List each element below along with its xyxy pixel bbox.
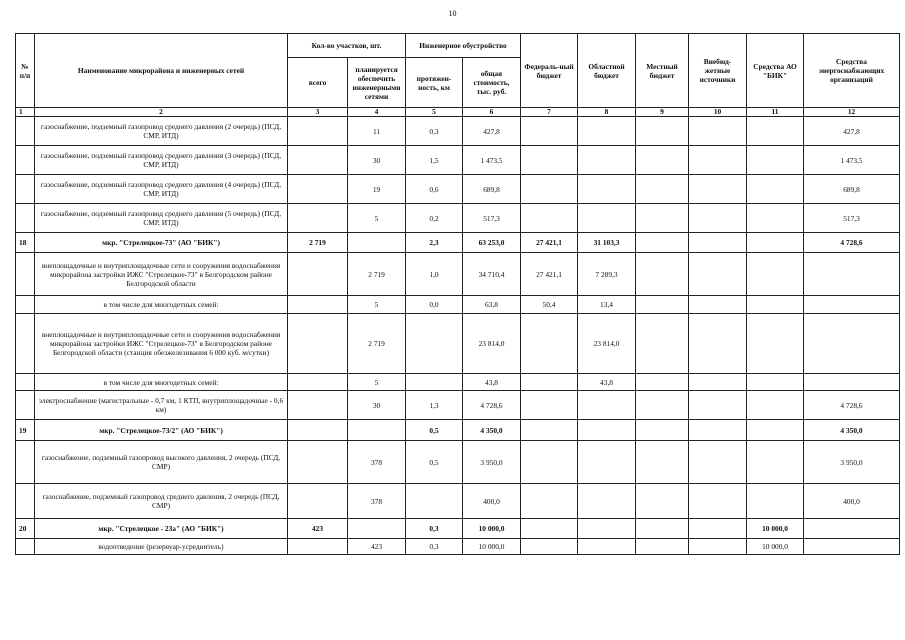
row-name: в том числе для многодетных семей: [35, 374, 288, 391]
total-cost: 4 350,0 [463, 420, 521, 441]
length-km: 0,3 [406, 117, 463, 146]
aobik-funds [747, 441, 804, 484]
table-row [16, 519, 900, 539]
aobik-funds: 10 000,0 [747, 519, 804, 539]
aobik-funds [747, 296, 804, 314]
plots-planned: 30 [348, 146, 406, 175]
plots-total [288, 420, 348, 441]
plots-total [288, 441, 348, 484]
header-length: протяжен-ность, км [406, 58, 463, 108]
federal-budget [521, 420, 578, 441]
off-budget [689, 391, 747, 420]
off-budget [689, 374, 747, 391]
aobik-funds [747, 233, 804, 253]
row-name: газоснабжение, подземный газопровод среднего давления (2 очередь) (ПСД, СМР, ИТД) [35, 117, 288, 146]
local-budget [636, 484, 689, 519]
row-name: мкр. "Стрелецкое - 23а" (АО "БИК") [35, 519, 288, 539]
plots-total [288, 146, 348, 175]
regional-budget [578, 441, 636, 484]
length-km: 2,3 [406, 233, 463, 253]
column-number: 9 [636, 108, 689, 117]
total-cost: 400,0 [463, 484, 521, 519]
federal-budget [521, 146, 578, 175]
total-cost: 517,3 [463, 204, 521, 233]
row-name: в том числе для многодетных семей: [35, 296, 288, 314]
off-budget [689, 519, 747, 539]
regional-budget: 23 814,0 [578, 314, 636, 374]
length-km: 0,5 [406, 441, 463, 484]
table-row [16, 175, 900, 204]
column-numbers-row [16, 108, 900, 117]
row-number: 19 [16, 420, 35, 441]
regional-budget [578, 391, 636, 420]
federal-budget [521, 314, 578, 374]
column-number: 1 [16, 108, 35, 117]
federal-budget: 50,4 [521, 296, 578, 314]
aobik-funds [747, 253, 804, 296]
total-cost: 23 814,0 [463, 314, 521, 374]
plots-planned [348, 519, 406, 539]
table-row [16, 484, 900, 519]
total-cost: 427,8 [463, 117, 521, 146]
energy-funds: 517,3 [804, 204, 900, 233]
local-budget [636, 253, 689, 296]
header-cost: общая стоимость, тыс. руб. [463, 58, 521, 108]
federal-budget [521, 374, 578, 391]
local-budget [636, 117, 689, 146]
row-number [16, 539, 35, 555]
header-regional: Областной бюджет [578, 34, 636, 108]
federal-budget [521, 441, 578, 484]
off-budget [689, 253, 747, 296]
local-budget [636, 314, 689, 374]
header-plots-total: всего [288, 58, 348, 108]
aobik-funds [747, 391, 804, 420]
local-budget [636, 374, 689, 391]
row-number [16, 204, 35, 233]
energy-funds [804, 296, 900, 314]
total-cost: 63,8 [463, 296, 521, 314]
row-name: мкр. "Стрелецкое-73/2" (АО "БИК") [35, 420, 288, 441]
regional-budget [578, 539, 636, 555]
total-cost: 10 000,0 [463, 519, 521, 539]
federal-budget: 27 421,1 [521, 233, 578, 253]
off-budget [689, 539, 747, 555]
length-km: 0,3 [406, 539, 463, 555]
regional-budget [578, 420, 636, 441]
row-number [16, 441, 35, 484]
energy-funds: 689,8 [804, 175, 900, 204]
energy-funds [804, 314, 900, 374]
energy-funds [804, 253, 900, 296]
federal-budget [521, 519, 578, 539]
regional-budget [578, 519, 636, 539]
plots-total [288, 314, 348, 374]
federal-budget [521, 391, 578, 420]
plots-planned [348, 420, 406, 441]
off-budget [689, 420, 747, 441]
header-plots-planned: планируется обеспечить инженерными сетями [348, 58, 406, 108]
row-number [16, 146, 35, 175]
regional-budget [578, 484, 636, 519]
plots-planned [348, 233, 406, 253]
length-km [406, 484, 463, 519]
table-row [16, 253, 900, 296]
federal-budget [521, 484, 578, 519]
row-number: 18 [16, 233, 35, 253]
energy-funds: 4 350,0 [804, 420, 900, 441]
local-budget [636, 420, 689, 441]
total-cost: 34 710,4 [463, 253, 521, 296]
local-budget [636, 296, 689, 314]
local-budget [636, 204, 689, 233]
row-number [16, 314, 35, 374]
row-number [16, 484, 35, 519]
energy-funds: 400,0 [804, 484, 900, 519]
plots-total [288, 175, 348, 204]
table-row [16, 374, 900, 391]
plots-planned: 30 [348, 391, 406, 420]
row-name: газоснабжение, подземный газопровод среднего давления (4 очередь) (ПСД, СМР, ИТД) [35, 175, 288, 204]
length-km: 0,5 [406, 420, 463, 441]
length-km: 1,0 [406, 253, 463, 296]
column-number: 8 [578, 108, 636, 117]
row-number: 20 [16, 519, 35, 539]
regional-budget: 13,4 [578, 296, 636, 314]
column-number: 11 [747, 108, 804, 117]
total-cost: 689,8 [463, 175, 521, 204]
row-name: газоснабжение, подземный газопровод среднего давления, 2 очередь (ПСД, СМР) [35, 484, 288, 519]
column-number: 5 [406, 108, 463, 117]
plots-total: 423 [288, 519, 348, 539]
local-budget [636, 146, 689, 175]
table-row [16, 204, 900, 233]
column-number: 6 [463, 108, 521, 117]
table-row [16, 539, 900, 555]
off-budget [689, 233, 747, 253]
local-budget [636, 441, 689, 484]
plots-total [288, 539, 348, 555]
energy-funds: 427,8 [804, 117, 900, 146]
row-number [16, 117, 35, 146]
length-km [406, 314, 463, 374]
plots-total [288, 117, 348, 146]
column-number: 12 [804, 108, 900, 117]
table-row [16, 233, 900, 253]
table-row [16, 146, 900, 175]
plots-planned: 423 [348, 539, 406, 555]
local-budget [636, 175, 689, 204]
aobik-funds [747, 175, 804, 204]
column-number: 2 [35, 108, 288, 117]
plots-planned: 19 [348, 175, 406, 204]
header-energy: Средства энергоснабжающих организаций [804, 34, 900, 108]
plots-planned: 2 719 [348, 253, 406, 296]
row-number [16, 296, 35, 314]
header-name: Наименование микрорайона и инженерных сетей [35, 34, 288, 108]
financing-table [15, 33, 900, 555]
header-plots-group: Кол-во участков, шт. [288, 34, 406, 58]
federal-budget [521, 539, 578, 555]
energy-funds: 4 728,6 [804, 233, 900, 253]
page-number: 10 [448, 9, 457, 18]
column-number: 4 [348, 108, 406, 117]
header-aobik: Средства АО "БИК" [747, 34, 804, 108]
regional-budget [578, 117, 636, 146]
total-cost: 3 950,0 [463, 441, 521, 484]
header-eng-group: Инженерное обустройство [406, 34, 521, 58]
table-row [16, 420, 900, 441]
energy-funds: 4 728,6 [804, 391, 900, 420]
local-budget [636, 233, 689, 253]
aobik-funds [747, 204, 804, 233]
aobik-funds [747, 420, 804, 441]
length-km: 0,0 [406, 296, 463, 314]
row-name: газоснабжение, подземный газопровод высокого давления, 2 очередь (ПСД, СМР) [35, 441, 288, 484]
row-number [16, 374, 35, 391]
row-name: электроснабжение (магистральные - 0,7 км, 1 КТП, внутриплощадочные - 0,6 км) [35, 391, 288, 420]
header-offbudget: Внебюд-жетные источники [689, 34, 747, 108]
regional-budget: 31 103,3 [578, 233, 636, 253]
regional-budget: 7 289,3 [578, 253, 636, 296]
energy-funds [804, 374, 900, 391]
column-number: 3 [288, 108, 348, 117]
length-km: 1,3 [406, 391, 463, 420]
header-federal: Федераль-ный бюджет [521, 34, 578, 108]
plots-total: 2 719 [288, 233, 348, 253]
local-budget [636, 391, 689, 420]
row-name: газоснабжение, подземный газопровод среднего давления (5 очередь) (ПСД, СМР, ИТД) [35, 204, 288, 233]
total-cost: 4 728,6 [463, 391, 521, 420]
length-km [406, 374, 463, 391]
aobik-funds [747, 314, 804, 374]
plots-planned: 2 719 [348, 314, 406, 374]
plots-planned: 5 [348, 374, 406, 391]
off-budget [689, 175, 747, 204]
aobik-funds: 10 000,0 [747, 539, 804, 555]
aobik-funds [747, 374, 804, 391]
federal-budget [521, 117, 578, 146]
local-budget [636, 539, 689, 555]
table-row [16, 391, 900, 420]
row-name: внеплощадочные и внутриплощадочные сети и сооружения водоснабжения микрорайона застройки ИЖС "Стрелецкое-73" в Белгородском районе Белгородской области (станция обезжелезивания 6 000 куб. м/сутки) [35, 314, 288, 374]
table-body [16, 117, 900, 555]
row-name: внеплощадочные и внутриплощадочные сети и сооружения водоснабжения микрорайона застройки ИЖС "Стрелецкое-73" в Белгородском районе Белгородской области [35, 253, 288, 296]
row-number [16, 175, 35, 204]
energy-funds [804, 539, 900, 555]
plots-total [288, 374, 348, 391]
aobik-funds [747, 146, 804, 175]
table-row [16, 117, 900, 146]
plots-total [288, 253, 348, 296]
plots-planned: 5 [348, 296, 406, 314]
off-budget [689, 117, 747, 146]
plots-total [288, 484, 348, 519]
total-cost: 10 000,0 [463, 539, 521, 555]
off-budget [689, 441, 747, 484]
row-number [16, 391, 35, 420]
regional-budget [578, 204, 636, 233]
table-row [16, 314, 900, 374]
regional-budget: 43,8 [578, 374, 636, 391]
total-cost: 63 253,0 [463, 233, 521, 253]
energy-funds: 3 950,0 [804, 441, 900, 484]
local-budget [636, 519, 689, 539]
federal-budget [521, 204, 578, 233]
federal-budget [521, 175, 578, 204]
off-budget [689, 204, 747, 233]
length-km: 0,3 [406, 519, 463, 539]
energy-funds: 1 473,5 [804, 146, 900, 175]
plots-total [288, 204, 348, 233]
plots-planned: 378 [348, 484, 406, 519]
row-name: газоснабжение, подземный газопровод среднего давления (3 очередь) (ПСД, СМР, ИТД) [35, 146, 288, 175]
regional-budget [578, 175, 636, 204]
plots-planned: 378 [348, 441, 406, 484]
off-budget [689, 146, 747, 175]
total-cost: 43,8 [463, 374, 521, 391]
row-number [16, 253, 35, 296]
column-number: 10 [689, 108, 747, 117]
plots-total [288, 296, 348, 314]
column-number: 7 [521, 108, 578, 117]
energy-funds [804, 519, 900, 539]
plots-planned: 11 [348, 117, 406, 146]
aobik-funds [747, 484, 804, 519]
header-np: № п/п [16, 34, 35, 108]
length-km: 0,2 [406, 204, 463, 233]
off-budget [689, 296, 747, 314]
off-budget [689, 484, 747, 519]
federal-budget: 27 421,1 [521, 253, 578, 296]
regional-budget [578, 146, 636, 175]
table-row [16, 296, 900, 314]
total-cost: 1 473,5 [463, 146, 521, 175]
plots-planned: 5 [348, 204, 406, 233]
length-km: 0,6 [406, 175, 463, 204]
row-name: мкр. "Стрелецкое-73" (АО "БИК") [35, 233, 288, 253]
length-km: 1,5 [406, 146, 463, 175]
table-row [16, 441, 900, 484]
row-name: водоотведение (резервуар-усреднитель) [35, 539, 288, 555]
header-local: Местный бюджет [636, 34, 689, 108]
aobik-funds [747, 117, 804, 146]
off-budget [689, 314, 747, 374]
plots-total [288, 391, 348, 420]
